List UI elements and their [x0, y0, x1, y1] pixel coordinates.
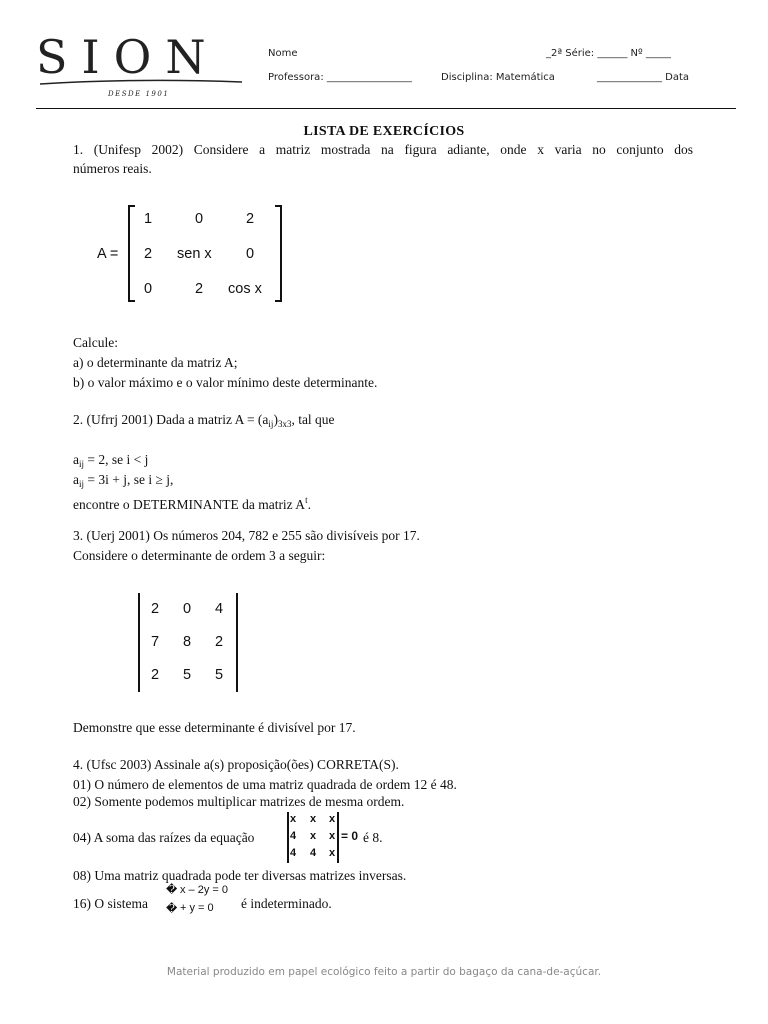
q4-p08: 08) Uma matriz quadrada pode ter diversas matrizes inversas. — [73, 868, 407, 883]
matrix-a-cell: 0 — [195, 211, 204, 227]
det-cell: 8 — [183, 634, 192, 650]
det-cell: 5 — [183, 667, 192, 683]
q2-rule2-rest: = 3i + j, se i ≥ j, — [84, 472, 174, 487]
det-cell: 2 — [215, 634, 224, 650]
matrix-a-cell: 2 — [144, 246, 153, 262]
p16-brace-glyph: � — [166, 883, 178, 896]
matrix-a-cell: 1 — [144, 211, 153, 227]
p04-det-cell: x — [329, 813, 336, 825]
footer-note: Material produzido em papel ecológico feito a partir do bagaço da cana-de-açúcar. — [166, 966, 602, 978]
q4-p02: 02) Somente podemos multiplicar matrizes de mesma ordem. — [73, 794, 405, 809]
nome-label: Nome — [268, 48, 298, 59]
q4-p16-sys1: x – 2y = 0 — [180, 884, 229, 896]
q2-rule1-sub: ij — [79, 459, 85, 469]
q1-item-a: a) o determinante da matriz A; — [73, 355, 238, 370]
q2-rule3 — [73, 490, 311, 515]
p04-det-cell: x — [329, 830, 336, 842]
q1-item-b: b) o valor máximo e o valor mínimo deste determinante. — [73, 375, 378, 390]
p04-det-bar-left — [287, 812, 289, 863]
header-divider — [36, 108, 736, 109]
matrix-bracket-left — [128, 205, 130, 302]
p04-det-cell: 4 — [290, 830, 297, 842]
matrix-bracket-left-top — [128, 205, 135, 207]
q3-line1: 3. (Uerj 2001) Os números 204, 782 e 255 são divisíveis por 17. — [73, 528, 420, 543]
page-title: LISTA DE EXERCÍCIOS — [303, 124, 465, 139]
det-cell: 2 — [151, 667, 160, 683]
q2-sub-ij: ij — [268, 419, 274, 429]
q1-calc: Calcule: — [73, 335, 118, 350]
q2-line1 — [73, 410, 335, 434]
matrix-a-cell: 2 — [195, 281, 204, 297]
q2-mid: ) — [273, 412, 278, 427]
matrix-a-cell: sen x — [177, 246, 212, 262]
matrix-a-label: A = — [97, 246, 119, 262]
sion-logo — [36, 32, 246, 102]
q2-sub-order: 3x3 — [277, 419, 292, 429]
q2-rule1-a: a — [73, 452, 79, 467]
p04-det-cell: 4 — [290, 847, 297, 859]
det-bar-right — [236, 593, 238, 692]
det-cell: 4 — [215, 601, 224, 617]
professora-field: Professora: _________________ — [268, 72, 412, 83]
q4-p04-eq: = 0 — [341, 829, 359, 843]
det-cell: 2 — [151, 601, 160, 617]
q4-line1: 4. (Ufsc 2003) Assinale a(s) proposição(ões) CORRETA(S). — [73, 757, 399, 772]
q3-line2: Considere o determinante de ordem 3 a seguir: — [73, 548, 326, 563]
q1-line2: números reais. — [73, 161, 152, 176]
matrix-a-cell: 2 — [246, 211, 255, 227]
q2-prefix: 2. (Ufrrj 2001) Dada a matriz A = (a — [73, 412, 269, 427]
q2-rule1-rest: = 2, se i < j — [84, 452, 149, 467]
matrix-a-cell: 0 — [246, 246, 255, 262]
p04-det-cell: x — [329, 847, 336, 859]
p04-det-cell: x — [310, 813, 317, 825]
disciplina-field: Disciplina: Matemática — [441, 72, 555, 83]
p16-brace-glyph-2: � — [166, 902, 178, 915]
logo-text: SION — [36, 30, 220, 84]
matrix-a-cell: 0 — [144, 281, 153, 297]
q1-line1: 1. (Unifesp 2002) Considere a matriz mostrada na figura adiante, onde x varia no conjunto dos — [73, 142, 693, 157]
matrix-bracket-right-bottom — [275, 300, 282, 302]
det-cell: 5 — [215, 667, 224, 683]
q4-p16-sys2: + y = 0 — [180, 902, 214, 914]
q4-p16-post: é indeterminado. — [241, 896, 332, 911]
det-cell: 7 — [151, 634, 160, 650]
q4-p01: 01) O número de elementos de uma matriz quadrada de ordem 12 é 48. — [73, 777, 457, 792]
q2-rule3-end: . — [307, 497, 311, 512]
q4-p04-post: é 8. — [363, 830, 383, 845]
matrix-a-cell: cos x — [228, 281, 262, 297]
p04-det-bar-right — [337, 812, 339, 863]
det-cell: 0 — [183, 601, 192, 617]
logo-swoosh — [36, 76, 246, 90]
q4-p04-pre: 04) A soma das raízes da equação — [73, 830, 255, 845]
q3-line3: Demonstre que esse determinante é divisível por 17. — [73, 720, 356, 735]
q2-rule2-a: a — [73, 472, 79, 487]
q2-rule3-sup: t — [305, 495, 308, 505]
matrix-bracket-right — [280, 205, 282, 302]
p04-det-cell: 4 — [310, 847, 317, 859]
q2-suffix: , tal que — [291, 412, 335, 427]
serie-field: _2ª Série: ______ Nº _____ — [546, 48, 671, 59]
matrix-bracket-right-top — [275, 205, 282, 207]
p04-det-cell: x — [310, 830, 317, 842]
det-bar-left — [138, 593, 140, 692]
matrix-bracket-left-bottom — [128, 300, 135, 302]
data-field: _____________ Data — [597, 72, 690, 83]
q4-p16-pre: 16) O sistema — [73, 896, 148, 911]
p04-det-cell: x — [290, 813, 297, 825]
q2-rule3-text: encontre o DETERMINANTE da matriz A — [73, 497, 306, 512]
q2-rule2-sub: ij — [79, 479, 85, 489]
logo-tagline: DESDE 1901 — [108, 90, 170, 98]
